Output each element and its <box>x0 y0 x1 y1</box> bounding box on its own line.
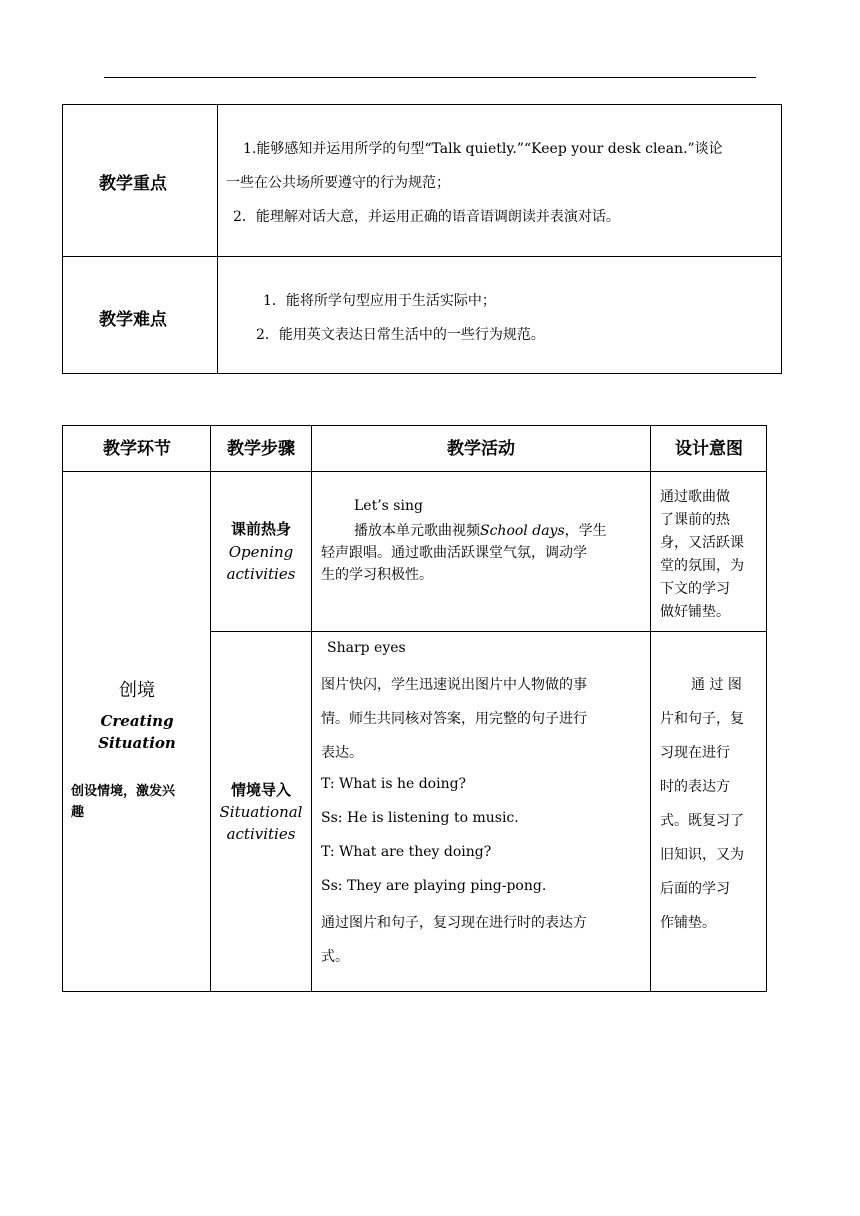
activity-line: Ss: They are playing ping-pong. <box>321 878 547 894</box>
activity-line: 轻声跟唱。通过歌曲活跃课堂气氛，调动学 <box>321 545 587 561</box>
stage-goal-line-1: 创设情境，激发兴 <box>71 784 176 799</box>
intent-line: 习现在进行 <box>660 745 730 761</box>
objectives-table <box>62 104 782 374</box>
stage-goal-line-2: 趣 <box>71 805 85 820</box>
intent-line: 通 过 图 <box>691 677 742 693</box>
lesson-plan-table <box>62 425 767 992</box>
difficulties-row <box>63 257 781 373</box>
key-points-line-1: 1.能够感知并运用所学的句型“Talk quietly.”“Keep your desk clean.”谈论 <box>243 141 723 157</box>
key-points-line-2: 一些在公共场所要遵守的行为规范； <box>226 175 450 191</box>
step-name-en-1: Opening <box>228 543 294 561</box>
step-cell <box>211 472 311 631</box>
header-rule <box>104 77 756 78</box>
intent-line: 作铺垫。 <box>660 915 716 931</box>
step-name-cn: 情境导入 <box>230 781 291 799</box>
activity-line: Let’s sing <box>354 498 423 514</box>
intent-line: 旧知识，又为 <box>660 847 744 863</box>
step-name-en-1: Situational <box>219 803 303 821</box>
key-points-row <box>63 105 781 257</box>
activity-line: 式。 <box>321 949 349 965</box>
activity-line <box>354 520 607 540</box>
activity-cell <box>312 632 650 992</box>
step-name-en-2: activities <box>226 825 296 843</box>
step-name-cn: 课前热身 <box>230 520 291 538</box>
intent-line: 时的表达方 <box>660 779 730 795</box>
activity-line: T: What are they doing? <box>321 844 492 860</box>
stage-title-en-1: Creating <box>100 712 174 730</box>
song-title: School days <box>480 523 565 539</box>
activity-line: 表达。 <box>321 745 363 761</box>
intent-cell <box>651 632 767 992</box>
stage-title-cn: 创境 <box>119 680 155 701</box>
step-cell <box>211 632 311 992</box>
difficulties-line-1: 1．能将所学句型应用于生活实际中； <box>263 293 496 309</box>
difficulties-label: 教学难点 <box>99 310 167 330</box>
key-points-line-3: 2．能理解对话大意，并运用正确的语音语调朗读并表演对话。 <box>233 209 620 225</box>
intent-line: 后面的学习 <box>660 881 730 897</box>
activity-text: 播放本单元歌曲视频 <box>354 523 480 539</box>
activity-line: 情。师生共同核对答案，用完整的句子进行 <box>321 711 587 727</box>
stage-cell <box>63 472 211 992</box>
activity-cell <box>312 472 650 631</box>
intent-line: 下文的学习 <box>660 581 730 597</box>
header-step: 教学步骤 <box>227 439 295 459</box>
key-points-label: 教学重点 <box>99 174 167 194</box>
header-stage: 教学环节 <box>103 439 171 459</box>
difficulties-line-2: 2．能用英文表达日常生活中的一些行为规范。 <box>256 327 545 343</box>
activity-line: Ss: He is listening to music. <box>321 810 519 826</box>
intent-line: 通过歌曲做 <box>660 489 730 505</box>
intent-line: 了课前的热 <box>660 512 730 528</box>
step-name-en-2: activities <box>226 565 296 583</box>
header-activity: 教学活动 <box>447 439 515 459</box>
intent-line: 堂的氛围，为 <box>660 558 744 574</box>
header-intent: 设计意图 <box>675 439 743 459</box>
intent-line: 式。既复习了 <box>660 813 744 829</box>
intent-line: 做好铺垫。 <box>660 604 730 620</box>
activity-text: ，学生 <box>564 523 607 539</box>
activity-line: 图片快闪，学生迅速说出图片中人物做的事 <box>321 677 587 693</box>
stage-title-en-2: Situation <box>98 734 176 752</box>
activity-line: Sharp eyes <box>327 640 406 656</box>
activity-line: 通过图片和句子，复习现在进行时的表达方 <box>321 915 587 931</box>
activity-line: T: What is he doing? <box>321 776 467 792</box>
intent-cell <box>651 472 767 631</box>
table-header-row <box>63 426 766 472</box>
intent-line: 片和句子，复 <box>660 711 744 727</box>
activity-line: 生的学习积极性。 <box>321 567 433 583</box>
intent-line: 身，又活跃课 <box>660 535 744 551</box>
